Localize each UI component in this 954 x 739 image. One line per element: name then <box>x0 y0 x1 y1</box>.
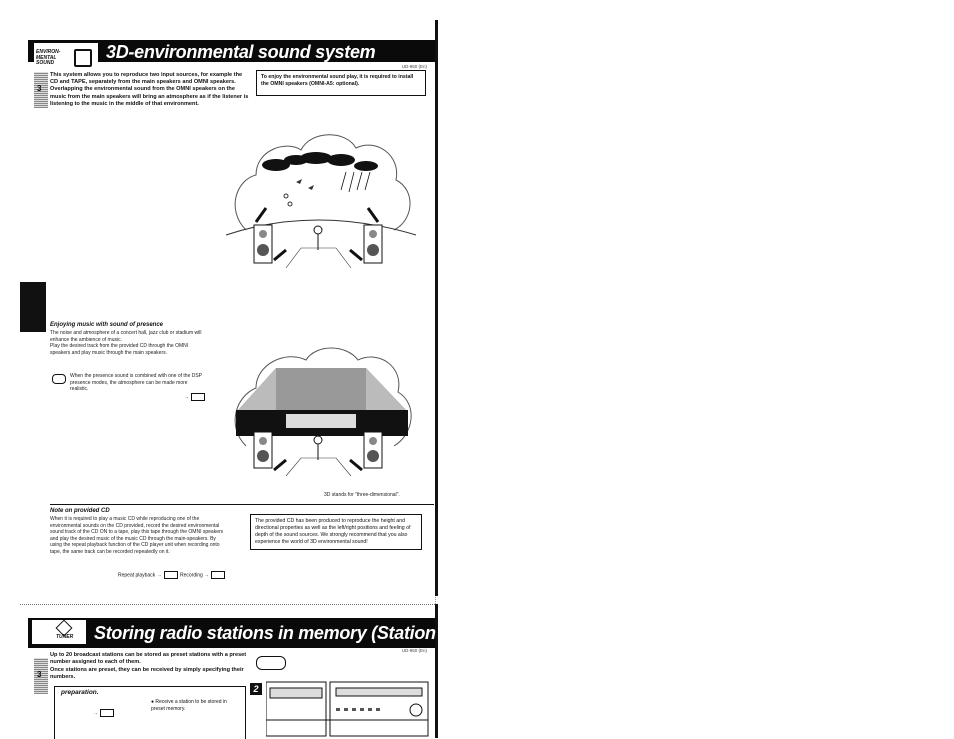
page-top-edge <box>20 604 435 606</box>
knob-icon <box>256 656 286 670</box>
intro-text <box>50 652 250 682</box>
badge-label: ENVIRON- MENTAL SOUND <box>36 49 61 66</box>
enjoying-body-2: Play the desired track from the provided CD through the OMNI speakers and play music through the main speakers. <box>50 343 189 356</box>
page-ref-icon <box>211 571 225 579</box>
note-cd-heading: Note on provided CD <box>50 508 110 514</box>
requirement-note: To enjoy the environmental sound play, it is required to install the OMNI speakers (OMNI-A5: optional). <box>256 70 426 96</box>
ref-arrow: → <box>93 710 98 717</box>
dsp-tip: When the presence sound is combined with one of the DSP presence modes, the atmosphere can be made more realistic. <box>70 373 202 392</box>
stereo-unit-illustration <box>266 680 430 738</box>
preparation-box <box>54 686 246 739</box>
intro-text: This system allows you to reproduce two input sources, for example the CD and TAPE, separately from the main speakers and OMNI speakers. Overlapping the environmental sound from the OMNI speakers on the music from the main speakers will bring an atmosphere as if the listener is listening to the music in the middle of that environment. <box>50 72 249 107</box>
chapter-tab <box>34 658 48 694</box>
intro-line-2: Once stations are preset, they can be received by simply specifying their numbers. <box>50 666 244 681</box>
repeat-label: Repeat playback → <box>118 572 162 579</box>
model-code: UD-950 (En) <box>401 64 427 69</box>
dsp-icon <box>52 374 66 384</box>
manual-page-3d-sound <box>20 20 438 596</box>
environment-illustration <box>216 110 420 270</box>
page-ref-icon <box>191 393 205 401</box>
caption-3d: 3D stands for "three-dimensional". <box>324 492 400 498</box>
enjoying-heading: Enjoying music with sound of presence <box>50 322 164 328</box>
speaker-icon <box>74 49 92 67</box>
page-reference <box>184 393 205 401</box>
recording-label: Recording → <box>180 572 210 579</box>
page-ref-icon <box>100 709 114 717</box>
tuner-badge <box>32 620 86 644</box>
page-title: Storing radio stations in memory (Station preset) <box>94 623 499 643</box>
repeat-reference <box>118 571 178 579</box>
concert-hall-illustration <box>216 326 420 476</box>
page-reference <box>93 709 114 717</box>
page-title: 3D-environmental sound system <box>106 42 376 62</box>
ref-arrow: → <box>184 394 189 401</box>
manual-page-station-preset <box>20 604 499 738</box>
preparation-heading: preparation. <box>61 689 99 696</box>
section-title-bar <box>28 618 499 648</box>
enjoying-body-1: The noise and atmosphere of a concert hall, jazz club or stadium will enhance the ambience of music. <box>50 330 202 343</box>
intro-line-1: Up to 20 broadcast stations can be stored as preset stations with a preset number assigned to each of them. <box>50 652 247 666</box>
provided-cd-note: The provided CD has been produced to reproduce the height and directional properties as well as the left/right positions and feeling of depth of the sound sources. We strongly recommend that you also experience the world of 3D environmental sound! <box>250 514 422 550</box>
section-title-bar <box>28 40 435 66</box>
chapter-number: 3 <box>37 670 42 679</box>
chapter-tab <box>34 72 48 108</box>
page-ref-icon <box>164 571 178 579</box>
section-divider <box>50 504 434 505</box>
section-marker <box>20 282 46 332</box>
model-code: UD-950 (En) <box>401 648 427 653</box>
recording-reference <box>180 571 225 579</box>
note-cd-body: When it is required to play a music CD while reproducing one of the environmental sounds on the CD provided, record the desired environmental sound track of the CD ON to a tape, play this tape through the OMNI speakers and play the desired music of the music CD through the main-speakers. By using the repeat playback function of the CD player unit when recording onto tape, the same track can be recorded repeatedly on it. <box>50 516 224 555</box>
badge-label: TUNER <box>56 634 74 640</box>
preparation-bullet: ● Receive a station to be stored in preset memory. <box>151 699 227 712</box>
chapter-number: 3 <box>37 84 42 93</box>
step-number: 2 <box>250 683 262 695</box>
